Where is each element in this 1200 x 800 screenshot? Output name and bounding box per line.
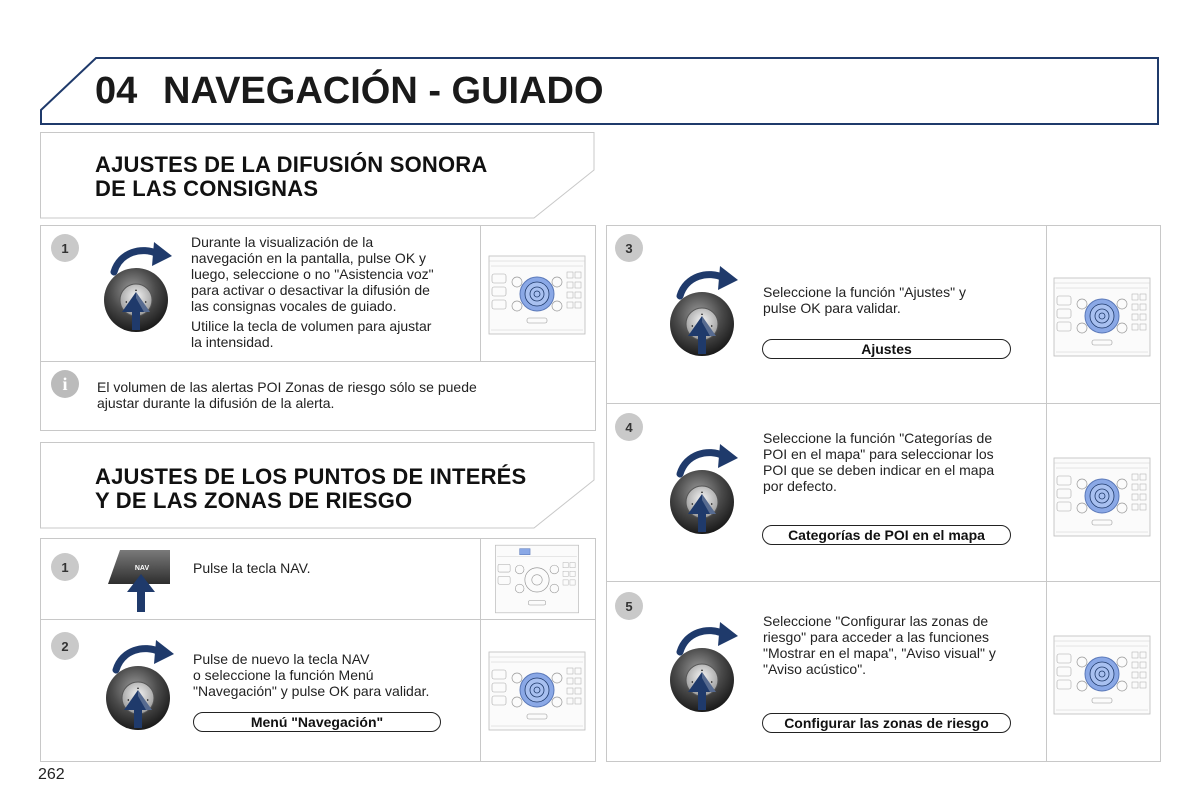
step-number-badge: 5 <box>615 592 643 620</box>
step4-text: Seleccione la función "Categorías de POI en el mapa" para seleccionar los POI que se deben indicar en el mapa por defecto. <box>763 430 995 494</box>
ok-knob-icon <box>100 234 180 344</box>
control-panel-image <box>487 646 587 736</box>
ok-knob-icon <box>102 632 182 742</box>
ok-knob-icon <box>666 436 746 546</box>
ok-knob-icon <box>666 258 746 368</box>
control-panel-image <box>1052 630 1152 720</box>
svg-text:NAV: NAV <box>134 565 150 572</box>
step5-text: Seleccione "Configurar las zonas de riesgo" para acceder a las funciones "Mostrar en el mapa", "Aviso visual" y "Aviso acústico". <box>763 613 996 677</box>
step-number-badge: 1 <box>51 234 79 262</box>
section-a-step1-text: Durante la visualización de la navegación en la pantalla, pulse OK y luego, seleccione o no "Asistencia voz" para activar o desactivar la difusión de las consignas vocales de guiado. Utilice la tecla de volumen para ajustar la intensidad. <box>191 234 434 350</box>
control-panel-image <box>1052 272 1152 362</box>
ok-knob-icon <box>666 614 746 724</box>
page-number: 262 <box>38 766 65 783</box>
configurar-zonas-pill: Configurar las zonas de riesgo <box>762 713 1011 733</box>
menu-navegacion-pill: Menú "Navegación" <box>193 712 441 732</box>
section-b-step1-text: Pulse la tecla NAV. <box>193 560 311 576</box>
step3-text: Seleccione la función "Ajustes" y pulse OK para validar. <box>763 284 966 316</box>
control-panel-image <box>1052 452 1152 542</box>
section-a-heading-line1: AJUSTES DE LA DIFUSIÓN SONORA <box>95 152 488 177</box>
categorias-poi-pill: Categorías de POI en el mapa <box>762 525 1011 545</box>
step-number-badge: 1 <box>51 553 79 581</box>
control-panel-image <box>487 540 587 618</box>
info-icon: i <box>51 370 79 398</box>
info-text: El volumen de las alertas POI Zonas de riesgo sólo se puede ajustar durante la difusión de la alerta. <box>97 379 477 411</box>
step-number-badge: 2 <box>51 632 79 660</box>
page-title: NAVEGACIÓN - GUIADO <box>163 70 604 112</box>
nav-key-icon <box>104 546 176 618</box>
ajustes-pill: Ajustes <box>762 339 1011 359</box>
section-a-heading-line2: DE LAS CONSIGNAS <box>95 176 319 201</box>
control-panel-image <box>487 250 587 340</box>
section-b-heading-line2: Y DE LAS ZONAS DE RIESGO <box>95 488 413 513</box>
step-number-badge: 3 <box>615 234 643 262</box>
section-b-heading-line1: AJUSTES DE LOS PUNTOS DE INTERÉS <box>95 464 527 489</box>
chapter-number: 04 <box>95 70 138 112</box>
step-number-badge: 4 <box>615 413 643 441</box>
section-b-step2-text: Pulse de nuevo la tecla NAV o seleccione la función Menú "Navegación" y pulse OK para validar. <box>193 651 430 699</box>
